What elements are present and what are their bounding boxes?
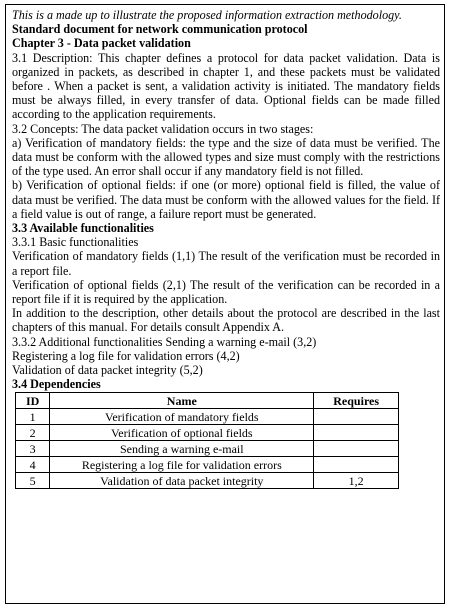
paragraph-description: 3.1 Description: This chapter defines a protocol for data packet validation. Data is organized in packets, as described in chapter 1, and these packets must be validated before . When a packet is sent, a validation activity is initiated. The mandatory fields must be always filled, in every transfer of data. Optional fields can be made filled according to the application requirements.	[12, 50, 440, 122]
table-row	[16, 457, 399, 473]
document-frame	[5, 4, 445, 604]
cell-requires	[314, 409, 399, 425]
section-line: Registering a log file for validation errors (4,2)	[12, 348, 240, 363]
cell-name: Verification of optional fields	[50, 425, 314, 441]
table-header-row	[16, 393, 399, 409]
column-header-id: ID	[16, 393, 50, 409]
paragraph-concepts: 3.2 Concepts: The data packet validation occurs in two stages:	[12, 121, 314, 136]
cell-id: 3	[16, 441, 50, 457]
section-line: Verification of optional fields (2,1) The result of the verification can be recorded in a report file if it is required by the application.	[12, 277, 440, 307]
section-line: Validation of data packet integrity (5,2)	[12, 363, 203, 378]
section-heading-functionalities: 3.3 Available functionalities	[12, 221, 154, 236]
column-header-requires: Requires	[314, 393, 399, 409]
cell-id: 2	[16, 425, 50, 441]
table-row	[16, 473, 399, 489]
cell-name: Registering a log file for validation errors	[50, 457, 314, 473]
cell-requires	[314, 441, 399, 457]
cell-id: 4	[16, 457, 50, 473]
section-line: 3.3.2 Additional functionalities Sending a warning e-mail (3,2)	[12, 334, 317, 349]
table-row	[16, 425, 399, 441]
cell-name: Verification of mandatory fields	[50, 409, 314, 425]
paragraph-optional-fields: b) Verification of optional fields: if one (or more) optional field is filled, the value of data must be verified. The data must be conform with the allowed values for the field. If a field value is out of range, a failure report must be generated.	[12, 178, 440, 221]
section-line: 3.3.1 Basic functionalities	[12, 235, 139, 250]
dependencies-table	[15, 392, 399, 489]
cell-name: Sending a warning e-mail	[50, 441, 314, 457]
table-row	[16, 409, 399, 425]
document-title: Standard document for network communication protocol	[12, 22, 308, 37]
cell-id: 1	[16, 409, 50, 425]
cell-requires: 1,2	[314, 473, 399, 489]
section-line: In addition to the description, other details about the protocol are described in the last chapters of this manual. For details consult Appendix A.	[12, 306, 440, 335]
column-header-name: Name	[50, 393, 314, 409]
cell-requires	[314, 457, 399, 473]
cell-requires	[314, 425, 399, 441]
cell-name: Validation of data packet integrity	[50, 473, 314, 489]
section-line: Verification of mandatory fields (1,1) The result of the verification must be recorded in a report file.	[12, 249, 440, 278]
table-row	[16, 441, 399, 457]
section-heading-dependencies: 3.4 Dependencies	[12, 377, 101, 392]
chapter-title: Chapter 3 - Data packet validation	[12, 36, 191, 51]
intro-note: This is a made up to illustrate the proposed information extraction methodology.	[12, 8, 402, 22]
paragraph-mandatory-fields: a) Verification of mandatory fields: the type and the size of data must be verified. The data must be conform with the allowed types and size must comply with the restrictions of the type used. An error shall occur if any mandatory field is not filled.	[12, 135, 440, 179]
cell-id: 5	[16, 473, 50, 489]
